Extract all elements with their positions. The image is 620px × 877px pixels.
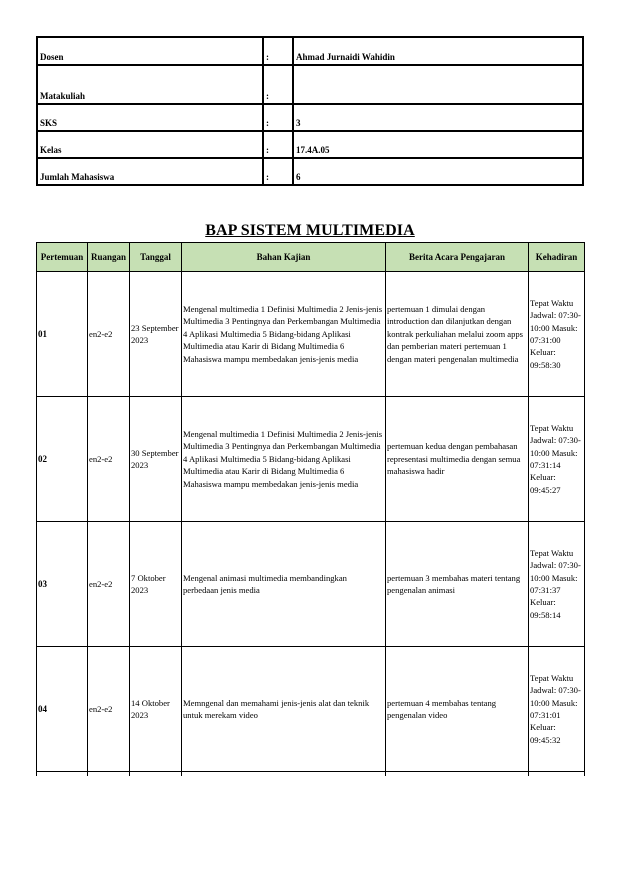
cell-bahan-kajian: Mengenal multimedia 1 Definisi Multimedia 2 Jenis-jenis Multimedia 3 Pentingnya dan Perkembangan Multimedia 4 Aplikasi Multimedia 5 Bidang-bidang Aplikasi Multimedia atau Karir di Bidang Multimedia 6 Mahasiswa mampu membedakan jenis-jenis media	[182, 272, 386, 397]
table-row	[37, 522, 585, 647]
header-berita-acara: Berita Acara Pengajaran	[386, 243, 529, 272]
table-row	[37, 647, 585, 772]
info-separator: :	[263, 131, 293, 158]
cell-bahan-kajian: Mengenal animasi multimedia membandingkan perbedaan jenis media	[182, 522, 386, 647]
info-separator: :	[263, 158, 293, 185]
cell-empty	[37, 772, 88, 777]
cell-pertemuan: 01	[37, 272, 88, 397]
bap-table	[36, 242, 585, 776]
info-separator: :	[263, 104, 293, 131]
info-separator: :	[263, 37, 293, 65]
cell-kehadiran: Tepat Waktu Jadwal: 07:30-10:00 Masuk: 07:31:14 Keluar: 09:45:27	[529, 397, 585, 522]
info-separator: :	[263, 65, 293, 104]
cell-berita-acara: pertemuan 3 membahas materi tentang pengenalan animasi	[386, 522, 529, 647]
info-label: Dosen	[37, 37, 263, 65]
cell-tanggal: 23 September 2023	[130, 272, 182, 397]
info-label: Jumlah Mahasiswa	[37, 158, 263, 185]
info-label: SKS	[37, 104, 263, 131]
cell-tanggal: 30 September 2023	[130, 397, 182, 522]
cell-empty	[386, 772, 529, 777]
cell-berita-acara: pertemuan kedua dengan pembahasan representasi multimedia dengan semua mahasiswa hadir	[386, 397, 529, 522]
cell-ruangan: en2-e2	[88, 397, 130, 522]
cell-bahan-kajian: Mengenal multimedia 1 Definisi Multimedia 2 Jenis-jenis Multimedia 3 Pentingnya dan Perkembangan Multimedia 4 Aplikasi Multimedia 5 Bidang-bidang Aplikasi Multimedia atau Karir di Bidang Multimedia 6 Mahasiswa mampu membedakan jenis-jenis media	[182, 397, 386, 522]
info-label: Matakuliah	[37, 65, 263, 104]
cell-empty	[130, 772, 182, 777]
cell-ruangan: en2-e2	[88, 647, 130, 772]
info-row-kelas	[37, 131, 583, 158]
cell-berita-acara: pertemuan 1 dimulai dengan introduction dan dilanjutkan dengan kontrak perkuliahan melalui zoom apps dan pemberian materi pertemuan 1 dengan materi pengenalan multimedia	[386, 272, 529, 397]
table-header-row	[37, 243, 585, 272]
cell-bahan-kajian: Memngenal dan memahami jenis-jenis alat dan teknik untuk merekam video	[182, 647, 386, 772]
info-row-sks	[37, 104, 583, 131]
info-value: Ahmad Jurnaidi Wahidin	[293, 37, 583, 65]
info-row-jumlah	[37, 158, 583, 185]
table-row	[37, 397, 585, 522]
info-value: 3	[293, 104, 583, 131]
info-row-dosen	[37, 37, 583, 65]
info-value: 17.4A.05	[293, 131, 583, 158]
cell-ruangan: en2-e2	[88, 272, 130, 397]
cell-kehadiran: Tepat Waktu Jadwal: 07:30-10:00 Masuk: 07:31:37 Keluar: 09:58:14	[529, 522, 585, 647]
header-bahan-kajian: Bahan Kajian	[182, 243, 386, 272]
cell-empty	[182, 772, 386, 777]
table-row-continuation	[37, 772, 585, 777]
info-value	[293, 65, 583, 104]
cell-empty	[88, 772, 130, 777]
info-value: 6	[293, 158, 583, 185]
info-label: Kelas	[37, 131, 263, 158]
cell-pertemuan: 02	[37, 397, 88, 522]
header-tanggal: Tanggal	[130, 243, 182, 272]
cell-empty	[529, 772, 585, 777]
table-row	[37, 272, 585, 397]
cell-tanggal: 14 Oktober 2023	[130, 647, 182, 772]
header-pertemuan: Pertemuan	[37, 243, 88, 272]
header-ruangan: Ruangan	[88, 243, 130, 272]
cell-ruangan: en2-e2	[88, 522, 130, 647]
cell-pertemuan: 04	[37, 647, 88, 772]
info-table	[36, 36, 584, 186]
cell-pertemuan: 03	[37, 522, 88, 647]
header-kehadiran: Kehadiran	[529, 243, 585, 272]
info-row-matakuliah	[37, 65, 583, 104]
cell-berita-acara: pertemuan 4 membahas tentang pengenalan video	[386, 647, 529, 772]
cell-kehadiran: Tepat Waktu Jadwal: 07:30-10:00 Masuk: 07:31:01 Keluar: 09:45:32	[529, 647, 585, 772]
cell-kehadiran: Tepat Waktu Jadwal: 07:30-10:00 Masuk: 07:31:00 Keluar: 09:58:30	[529, 272, 585, 397]
cell-tanggal: 7 Oktober 2023	[130, 522, 182, 647]
page-title: BAP SISTEM MULTIMEDIA	[205, 222, 415, 239]
